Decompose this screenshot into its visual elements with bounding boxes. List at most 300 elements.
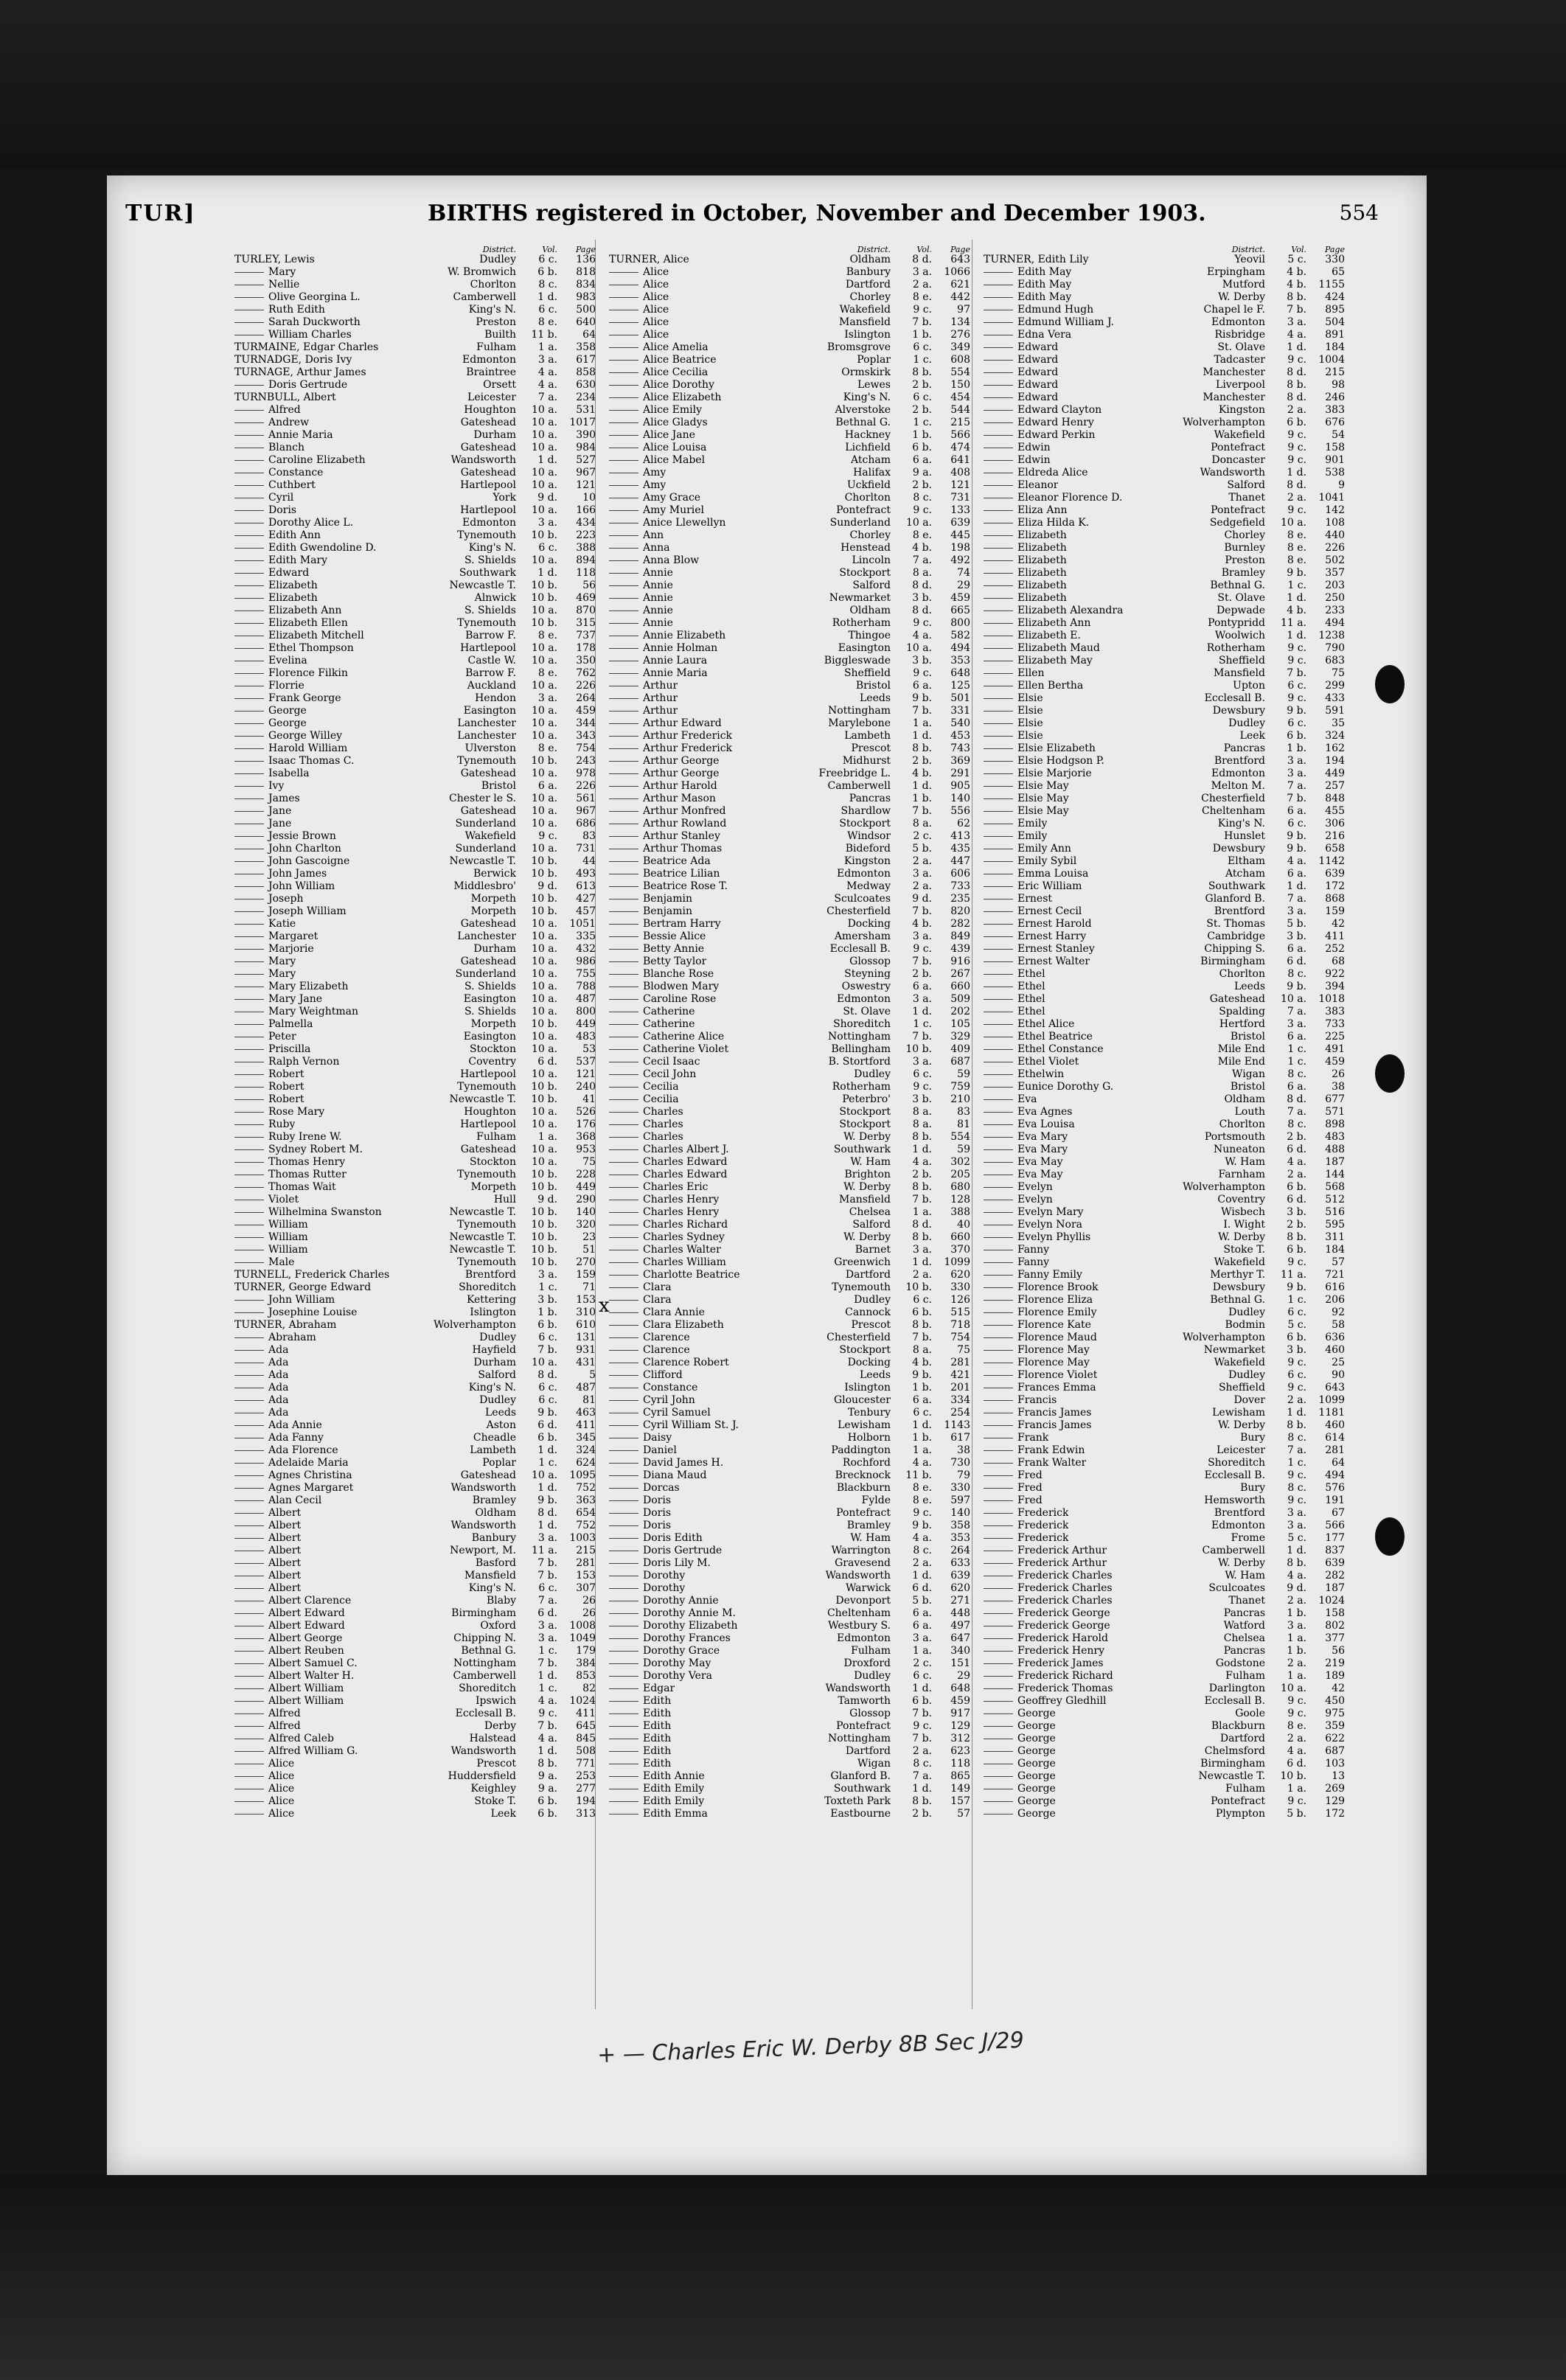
index-entry (984, 617, 1345, 630)
entry-name: Charles (643, 1131, 683, 1143)
entry-volume: 6 c. (913, 1670, 932, 1682)
entry-name: Elsie Marjorie (1017, 768, 1092, 779)
entry-page: 162 (1325, 742, 1345, 754)
entry-district: Easington (463, 993, 516, 1005)
entry-volume: 6 b. (537, 266, 557, 278)
entry-page: 411 (1325, 930, 1345, 942)
entry-page: 5 (589, 1369, 596, 1381)
index-entry (984, 1244, 1345, 1256)
entry-volume: 3 a. (537, 692, 557, 704)
index-entry (234, 755, 596, 768)
entry-volume: 9 b. (537, 1495, 557, 1506)
entry-district: Devonport (835, 1595, 891, 1607)
entry-page: 434 (576, 517, 596, 529)
entry-name: Frank George (268, 692, 341, 704)
entry-volume: 8 c. (913, 1758, 932, 1770)
entry-volume: 7 b. (1287, 793, 1306, 804)
entry-name: Thomas Henry (268, 1156, 346, 1168)
index-entry (984, 692, 1345, 705)
entry-district: Chorlton (1219, 968, 1265, 980)
entry-name: Doris Edith (643, 1532, 703, 1544)
index-entry (609, 1043, 970, 1056)
entry-volume: 2 a. (912, 1557, 932, 1569)
entry-page: 97 (957, 304, 970, 316)
index-entry (984, 1607, 1345, 1620)
entry-page: 617 (950, 1432, 970, 1444)
index-entry (609, 1532, 970, 1545)
entry-district: Mansfield (1214, 667, 1265, 679)
index-entry (234, 1394, 596, 1407)
entry-page: 369 (950, 755, 970, 767)
entry-name: Doris (268, 504, 297, 516)
entry-district: Halifax (853, 467, 891, 479)
entry-page: 459 (1325, 1056, 1345, 1068)
entry-page: 329 (950, 1031, 970, 1043)
entry-name: Arthur (643, 680, 678, 692)
entry-name: Edith Gwendoline D. (268, 542, 377, 554)
entry-page: 788 (576, 981, 596, 992)
index-entry (609, 1357, 970, 1369)
entry-district: Ormskirk (841, 366, 891, 378)
entry-volume: 2 a. (1287, 1394, 1306, 1406)
entry-district: Oldham (475, 1507, 516, 1519)
entry-name: Frederick (1017, 1520, 1069, 1531)
entry-volume: 8 d. (1287, 392, 1306, 403)
entry-name: Ada (268, 1369, 289, 1381)
entry-district: Hunslet (1224, 830, 1265, 842)
index-entry (609, 1118, 970, 1131)
entry-name: Cecil John (643, 1068, 697, 1080)
entry-page: 44 (582, 855, 596, 867)
entry-name: Florence Kate (1017, 1319, 1091, 1331)
entry-page: 324 (1325, 730, 1345, 742)
entry-page: 13 (1332, 1770, 1345, 1782)
entry-name: Charles (643, 1106, 683, 1118)
entry-page: 29 (957, 580, 970, 591)
entry-district: Lichfield (845, 442, 891, 453)
entry-district: King's N. (468, 304, 516, 316)
entry-page: 752 (576, 1520, 596, 1531)
index-entry (234, 956, 596, 968)
entry-volume: 6 c. (1287, 680, 1306, 692)
entry-district: Kingston (843, 855, 891, 867)
entry-district: Ecclesall B. (1204, 1469, 1265, 1481)
entries (609, 254, 970, 1820)
entry-volume: 6 c. (538, 1332, 557, 1343)
index-entry (984, 680, 1345, 692)
index-entry (234, 717, 596, 730)
index-entry (984, 1394, 1345, 1407)
entry-page: 483 (576, 1031, 596, 1043)
index-entry (234, 742, 596, 755)
entry-district: Shardlow (841, 805, 891, 817)
index-entry (234, 1795, 596, 1808)
entry-district: Camberwell (453, 291, 516, 303)
index-entry (234, 1106, 596, 1118)
entry-page: 210 (950, 1093, 970, 1105)
entry-district: Houghton (464, 1106, 516, 1118)
entry-name: Bertram Harry (643, 918, 721, 930)
entry-district: Thanet (1228, 492, 1265, 504)
entry-volume: 2 b. (912, 379, 932, 391)
entry-district: Shoreditch (459, 1281, 516, 1293)
index-entry (984, 517, 1345, 529)
entry-volume: 9 c. (1287, 1695, 1306, 1707)
entry-page: 178 (576, 642, 596, 654)
entry-volume: 9 b. (1287, 981, 1306, 992)
entry-volume: 9 c. (913, 1720, 932, 1732)
entry-name: Ernest Cecil (1017, 905, 1082, 917)
index-entry (984, 580, 1345, 592)
index-entry (609, 1482, 970, 1495)
entry-district: St. Olave (1217, 341, 1265, 353)
entry-volume: 10 a. (531, 1156, 557, 1168)
entry-volume: 1 d. (1287, 880, 1306, 892)
entry-district: Paddington (831, 1444, 891, 1456)
entry-page: 83 (582, 830, 596, 842)
entry-name: Edith Mary (268, 554, 328, 566)
entry-district: Mutford (1222, 279, 1265, 290)
entry-district: Sedgefield (1209, 517, 1265, 529)
entry-district: Wandsworth (825, 1570, 891, 1582)
entry-district: Basford (475, 1557, 516, 1569)
entry-name: Ann (643, 529, 664, 541)
entry-name: Ethel Violet (1017, 1056, 1079, 1068)
entry-district: Chelsea (1223, 1632, 1265, 1644)
index-entry (234, 642, 596, 655)
entry-page: 65 (1332, 266, 1345, 278)
entry-page: 515 (950, 1306, 970, 1318)
entry-page: 895 (1325, 304, 1345, 316)
entry-district: Chelmsford (1204, 1745, 1265, 1757)
entry-district: Lanchester (457, 717, 516, 729)
entry-page: 721 (1325, 1269, 1345, 1281)
entry-district: Upton (1233, 680, 1265, 692)
entry-volume: 4 a. (537, 379, 557, 391)
entry-volume: 8 b. (912, 1181, 932, 1193)
entry-page: 916 (950, 956, 970, 967)
entry-name: Charles Walter (643, 1244, 721, 1256)
entry-name: Edward (1017, 392, 1059, 403)
entry-volume: 1 c. (1287, 1043, 1306, 1055)
entry-name: Dorothy Frances (643, 1632, 731, 1644)
index-entry (609, 592, 970, 605)
entry-district: Warwick (846, 1582, 891, 1594)
entry-name: Ralph Vernon (268, 1056, 340, 1068)
entry-name: Edward (1017, 341, 1059, 353)
entry-district: Midhurst (842, 755, 891, 767)
entry-page: 54 (1332, 429, 1345, 441)
entry-name: Amy Grace (643, 492, 701, 504)
index-entry (609, 1181, 970, 1194)
entry-district: Stockport (839, 1118, 891, 1130)
index-entry (984, 1256, 1345, 1269)
entry-district: Manchester (1203, 392, 1265, 403)
index-entry (234, 1495, 596, 1507)
entry-name: Edith Emily (643, 1783, 705, 1795)
entry-volume: 9 c. (1287, 354, 1306, 366)
entry-district: Bury (1240, 1432, 1265, 1444)
entry-page: 118 (950, 1758, 970, 1770)
index-entry (609, 1432, 970, 1444)
entry-volume: 1 c. (538, 1281, 557, 1293)
entry-district: Marylebone (828, 717, 891, 729)
entry-volume: 8 b. (912, 1131, 932, 1143)
entry-page: 235 (950, 893, 970, 905)
index-entry (234, 1695, 596, 1708)
entry-name: Alice (643, 329, 669, 341)
entry-page: 64 (582, 329, 596, 341)
entry-page: 340 (950, 1645, 970, 1657)
entry-page: 647 (950, 1632, 970, 1644)
page-header (125, 201, 1379, 237)
index-entry (234, 467, 596, 479)
index-entry (234, 1545, 596, 1557)
entry-name: Annie Maria (268, 429, 333, 441)
entry-name: Edith May (1017, 291, 1072, 303)
entry-page: 576 (1325, 1482, 1345, 1494)
entry-name: Eva Agnes (1017, 1106, 1073, 1118)
entry-district: St. Olave (843, 1006, 891, 1017)
entry-name: John Charlton (268, 843, 341, 855)
entry-district: W. Ham (850, 1156, 891, 1168)
entry-name: Evelina (268, 655, 307, 667)
entry-name: Charles Henry (643, 1194, 720, 1205)
entry-page: 922 (1325, 968, 1345, 980)
entry-page: 677 (1325, 1093, 1345, 1105)
entry-district: Wandsworth (1200, 467, 1265, 479)
entry-district: W. Bromwich (448, 266, 516, 278)
entry-page: 198 (950, 542, 970, 554)
index-entry (609, 554, 970, 567)
entry-name: Ellen (1017, 667, 1045, 679)
entry-page: 257 (1325, 780, 1345, 792)
entry-name: Edward (268, 567, 310, 579)
index-entry (234, 1645, 596, 1657)
entry-district: Bramley (472, 1495, 516, 1506)
entry-volume: 8 d. (912, 1219, 932, 1231)
entry-page: 494 (950, 642, 970, 654)
entry-volume: 2 c. (913, 830, 932, 842)
index-entry (234, 1357, 596, 1369)
entry-district: Wigan (857, 1758, 891, 1770)
entry-name: Fred (1017, 1495, 1043, 1506)
entry-district: Dudley (1228, 1306, 1265, 1318)
index-entry (984, 1795, 1345, 1808)
entry-district: Liverpool (1216, 379, 1265, 391)
index-entry (234, 1344, 596, 1357)
entry-page: 445 (950, 529, 970, 541)
index-entry (984, 1194, 1345, 1206)
entry-name: Violet (268, 1194, 299, 1205)
index-entry (609, 1231, 970, 1244)
entry-district: King's N. (468, 542, 516, 554)
entry-name: Jessie Brown (268, 830, 336, 842)
entry-district: Blackburn (836, 1482, 891, 1494)
entry-volume: 10 a. (531, 479, 557, 491)
entry-name: Edward (1017, 379, 1059, 391)
entry-page: 149 (950, 1783, 970, 1795)
index-entry (984, 805, 1345, 818)
entry-district: Gateshead (460, 442, 516, 453)
entry-district: Islington (844, 1382, 891, 1393)
index-entry (234, 542, 596, 554)
entry-name: Clara (643, 1281, 672, 1293)
entry-volume: 1 d. (912, 1144, 932, 1155)
entry-page: 449 (1325, 768, 1345, 779)
entry-name: Albert (268, 1570, 302, 1582)
index-entry (609, 1582, 970, 1595)
district-header: District. (482, 245, 516, 254)
entry-district: Wigan (1232, 1068, 1265, 1080)
entry-page: 42 (1332, 918, 1345, 930)
index-entry (609, 642, 970, 655)
entry-district: Dewsbury (1212, 843, 1265, 855)
entry-volume: 1 b. (537, 1306, 557, 1318)
entry-volume: 3 a. (537, 1532, 557, 1544)
entry-volume: 10 b. (531, 529, 557, 541)
index-entry (984, 1532, 1345, 1545)
entry-page: 616 (1325, 1281, 1345, 1293)
entry-name: Alice (643, 266, 669, 278)
entry-page: 608 (950, 354, 970, 366)
index-entry (609, 1219, 970, 1231)
entry-volume: 1 d. (537, 1482, 557, 1494)
entry-district: Wandsworth (450, 1482, 516, 1494)
entry-name: Edith May (1017, 266, 1072, 278)
index-entry (609, 1645, 970, 1657)
entry-name: Frederick Harold (1017, 1632, 1108, 1644)
entry-volume: 2 a. (912, 1269, 932, 1281)
entry-page: 345 (576, 1432, 596, 1444)
index-entry (984, 1306, 1345, 1319)
entry-district: Bramley (1221, 567, 1265, 579)
entry-name: Mary (268, 956, 296, 967)
index-entry (984, 943, 1345, 956)
entry-volume: 2 b. (1287, 1219, 1306, 1231)
entry-district: Durham (473, 429, 516, 441)
entry-page: 440 (1325, 529, 1345, 541)
entry-page: 488 (1325, 1144, 1345, 1155)
entry-volume: 1 a. (537, 1131, 557, 1143)
entry-volume: 10 a. (531, 730, 557, 742)
entry-volume: 10 a. (531, 717, 557, 729)
entry-name: Edward Perkin (1017, 429, 1096, 441)
entry-volume: 3 a. (1287, 1620, 1306, 1632)
entry-page: 1095 (569, 1469, 596, 1481)
index-entry (609, 1006, 970, 1018)
index-entry (234, 1783, 596, 1795)
entry-page: 898 (1325, 1118, 1345, 1130)
entry-district: Hartlepool (460, 642, 516, 654)
entry-page: 411 (576, 1708, 596, 1719)
entry-name: Alice Emily (643, 404, 703, 416)
entry-district: Nuneaton (1214, 1144, 1265, 1155)
index-entry (234, 1457, 596, 1469)
entry-volume: 1 d. (537, 291, 557, 303)
entry-district: Ecclesall B. (829, 943, 891, 955)
entry-name: Emma Louisa (1017, 868, 1089, 880)
index-entry (234, 366, 596, 379)
entry-name: Florence Eliza (1017, 1294, 1093, 1306)
entry-district: Gateshead (460, 956, 516, 967)
entry-volume: 6 a. (1287, 1031, 1306, 1043)
entry-page: 64 (1332, 1457, 1345, 1469)
entry-volume: 9 c. (538, 1708, 557, 1719)
entry-name: Frederick (1017, 1507, 1069, 1519)
entry-page: 203 (1325, 580, 1345, 591)
index-entry (984, 705, 1345, 717)
entry-name: Blanch (268, 442, 304, 453)
index-entry (609, 1031, 970, 1043)
entry-volume: 6 d. (1287, 1758, 1306, 1770)
entry-name: Daniel (643, 1444, 677, 1456)
entry-page: 310 (576, 1306, 596, 1318)
entry-district: Windsor (847, 830, 891, 842)
entry-page: 645 (576, 1720, 596, 1732)
entry-volume: 4 b. (912, 768, 932, 779)
entry-volume: 6 b. (1287, 1244, 1306, 1256)
entry-volume: 3 a. (537, 517, 557, 529)
handwritten-note: + — Charles Eric W. Derby 8B Sec J/29 (596, 2027, 1025, 2069)
index-entry (984, 1432, 1345, 1444)
index-entry (609, 1733, 970, 1745)
entry-page: 566 (950, 429, 970, 441)
entry-district: Kettering (466, 1294, 516, 1306)
entry-district: Leicester (1217, 1444, 1265, 1456)
entry-volume: 1 b. (1287, 742, 1306, 754)
index-entry (609, 492, 970, 504)
entry-volume: 2 a. (912, 880, 932, 892)
entry-volume: 1 c. (1287, 1294, 1306, 1306)
entry-volume: 1 a. (1287, 1783, 1306, 1795)
entry-volume: 10 a. (531, 1357, 557, 1368)
entry-volume: 9 c. (913, 1507, 932, 1519)
entry-volume: 10 b. (531, 1231, 557, 1243)
entry-district: Goole (1235, 1708, 1265, 1719)
entry-page: 595 (1325, 1219, 1345, 1231)
entry-name: Arthur (643, 692, 678, 704)
entry-page: 216 (1325, 830, 1345, 842)
entry-page: 121 (576, 1068, 596, 1080)
entry-page: 457 (576, 905, 596, 917)
entry-page: 790 (1325, 642, 1345, 654)
entry-district: Brentford (1214, 755, 1265, 767)
index-entry (234, 630, 596, 642)
entry-volume: 3 a. (537, 1632, 557, 1644)
entry-name: Frank Edwin (1017, 1444, 1085, 1456)
entry-district: Wolverhampton (434, 1319, 516, 1331)
entry-district: King's N. (468, 1582, 516, 1594)
index-entry (609, 692, 970, 705)
entry-district: Salford (852, 580, 891, 591)
entry-volume: 1 d. (1287, 592, 1306, 604)
index-entry (234, 1093, 596, 1106)
index-entry (234, 1758, 596, 1770)
entry-name: Alice Jane (643, 429, 695, 441)
entry-district: Glossop (849, 1708, 891, 1719)
entry-volume: 6 c. (538, 1382, 557, 1393)
entry-volume: 11 a. (1280, 1269, 1306, 1281)
entry-name: Albert (268, 1507, 302, 1519)
entry-district: Ecclesall B. (1204, 692, 1265, 704)
index-entry (984, 1156, 1345, 1169)
entry-name: Ernest Stanley (1017, 943, 1095, 955)
entry-name: Francis (1017, 1394, 1057, 1406)
entry-name: Peter (268, 1031, 296, 1043)
entry-name: John James (268, 868, 327, 880)
index-entry (984, 893, 1345, 905)
